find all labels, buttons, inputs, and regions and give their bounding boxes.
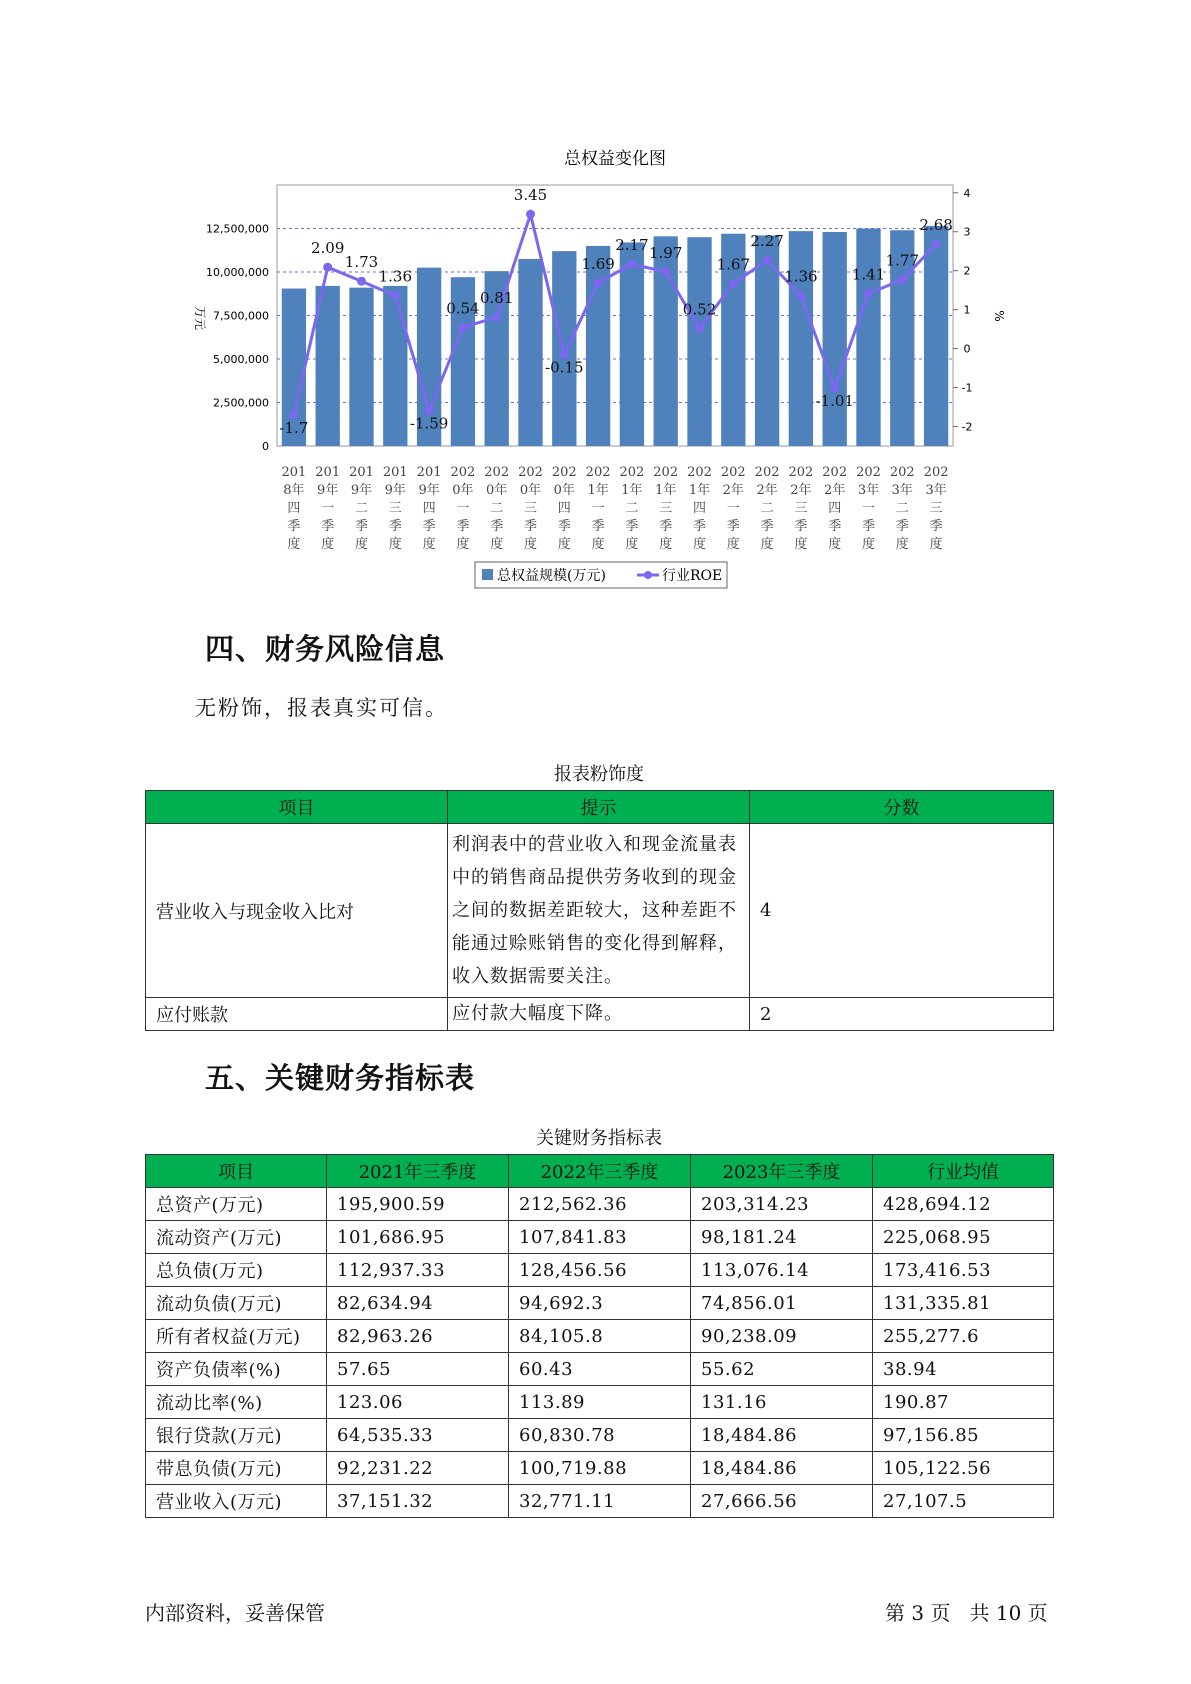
bar <box>383 286 407 446</box>
roe-point <box>796 291 805 300</box>
bar <box>856 229 880 447</box>
kpi-item: 资产负债率(%) <box>146 1353 327 1386</box>
risk-hint: 应付款大幅度下降。 <box>448 998 750 1031</box>
kpi-header-item: 项目 <box>146 1155 327 1188</box>
kpi-2022: 100,719.88 <box>509 1452 691 1485</box>
section5-title: 五、关键财务指标表 <box>205 1061 476 1095</box>
kpi-2021: 82,634.94 <box>327 1287 509 1320</box>
chart-title: 总权益变化图 <box>564 149 666 169</box>
bar <box>349 288 373 446</box>
kpi-2023: 55.62 <box>691 1353 873 1386</box>
risk-header-hint: 提示 <box>448 791 750 824</box>
bar <box>518 259 542 446</box>
x-tick-label: 201 8年四季度 <box>281 465 307 552</box>
x-tick-label: 201 9年四季度 <box>416 465 442 552</box>
kpi-2021: 123.06 <box>327 1386 509 1419</box>
roe-point <box>932 240 941 249</box>
table-row <box>146 1254 1054 1287</box>
roe-point <box>763 256 772 265</box>
table-row <box>146 1485 1054 1518</box>
risk-header-score: 分数 <box>750 791 1054 824</box>
x-tick-label: 202 3年二季度 <box>889 465 915 552</box>
equity-chart-svg <box>0 0 1191 600</box>
x-tick-label: 202 3年一季度 <box>856 465 881 552</box>
roe-point <box>458 323 467 332</box>
kpi-item: 流动负债(万元) <box>146 1287 327 1320</box>
roe-data-label: 2.17 <box>615 236 649 255</box>
x-tick-label: 202 1年四季度 <box>687 465 712 552</box>
kpi-item: 所有者权益(万元) <box>146 1320 327 1353</box>
kpi-2022: 60,830.78 <box>509 1419 691 1452</box>
right-tick-label: -2 <box>961 420 973 434</box>
kpi-2021: 64,535.33 <box>327 1419 509 1452</box>
table-row <box>146 1221 1054 1254</box>
kpi-item: 带息负债(万元) <box>146 1452 327 1485</box>
roe-data-label: 1.73 <box>344 253 379 272</box>
left-tick-label: 0 <box>262 440 269 453</box>
roe-point <box>898 275 907 284</box>
kpi-2023: 203,314.23 <box>691 1188 873 1221</box>
x-tick-label: 201 9年二季度 <box>349 465 374 552</box>
table-row <box>146 1419 1054 1452</box>
x-tick-label: 202 1年三季度 <box>653 465 679 552</box>
kpi-industry: 255,277.6 <box>873 1320 1054 1353</box>
section4-summary: 无粉饰，报表真实可信。 <box>195 696 448 720</box>
kpi-item: 流动资产(万元) <box>146 1221 327 1254</box>
kpi-header-2023: 2023年三季度 <box>691 1155 873 1188</box>
kpi-2023: 27,666.56 <box>691 1485 873 1518</box>
kpi-2021: 112,937.33 <box>327 1254 509 1287</box>
kpi-2022: 212,562.36 <box>509 1188 691 1221</box>
table-row <box>146 824 1054 998</box>
x-tick-label: 202 2年三季度 <box>788 465 814 552</box>
kpi-2022: 94,692.3 <box>509 1287 691 1320</box>
x-tick-label: 201 9年三季度 <box>382 465 408 552</box>
kpi-industry: 38.94 <box>873 1353 1054 1386</box>
x-tick-label: 202 0年一季度 <box>450 465 476 552</box>
x-tick-label: 202 2年二季度 <box>754 465 780 552</box>
table-row <box>146 1353 1054 1386</box>
kpi-industry: 190.87 <box>873 1386 1054 1419</box>
kpi-2021: 92,231.22 <box>327 1452 509 1485</box>
risk-table <box>145 790 1054 1031</box>
roe-data-label: 1.77 <box>885 251 920 270</box>
right-axis-label: % <box>992 310 1006 322</box>
kpi-2023: 113,076.14 <box>691 1254 873 1287</box>
roe-data-label: 0.52 <box>682 300 717 319</box>
right-tick-label: -1 <box>961 381 973 395</box>
roe-point <box>526 210 535 219</box>
kpi-2022: 84,105.8 <box>509 1320 691 1353</box>
left-tick-label: 2,500,000 <box>213 396 269 410</box>
risk-table-caption: 报表粉饰度 <box>554 764 644 785</box>
roe-data-label: 2.27 <box>750 232 784 251</box>
roe-data-label: 1.67 <box>716 255 751 274</box>
kpi-header-2022: 2022年三季度 <box>509 1155 691 1188</box>
kpi-2022: 107,841.83 <box>509 1221 691 1254</box>
roe-point <box>627 260 636 269</box>
roe-point <box>695 324 704 333</box>
x-tick-label: 202 1年一季度 <box>585 465 611 552</box>
kpi-item: 流动比率(%) <box>146 1386 327 1419</box>
x-tick-label: 202 2年一季度 <box>720 465 746 552</box>
kpi-industry: 173,416.53 <box>873 1254 1054 1287</box>
bar <box>620 242 644 446</box>
kpi-2023: 131.16 <box>691 1386 873 1419</box>
kpi-industry: 428,694.12 <box>873 1188 1054 1221</box>
kpi-2021: 57.65 <box>327 1353 509 1386</box>
roe-data-label: -1.59 <box>409 414 449 433</box>
x-tick-label: 201 9年一季度 <box>315 465 341 552</box>
risk-header-item: 项目 <box>146 791 448 824</box>
risk-score: 2 <box>750 998 1054 1031</box>
roe-data-label: 1.41 <box>851 265 886 284</box>
left-tick-label: 7,500,000 <box>213 309 269 323</box>
kpi-2022: 32,771.11 <box>509 1485 691 1518</box>
bar <box>789 231 813 446</box>
kpi-industry: 105,122.56 <box>873 1452 1054 1485</box>
roe-data-label: 0.81 <box>479 289 514 308</box>
kpi-item: 总资产(万元) <box>146 1188 327 1221</box>
kpi-2023: 74,856.01 <box>691 1287 873 1320</box>
kpi-2021: 82,963.26 <box>327 1320 509 1353</box>
x-tick-label: 202 0年三季度 <box>518 465 543 552</box>
legend-bar-label: 总权益规模(万元) <box>497 568 606 584</box>
bar <box>823 232 847 446</box>
x-tick-label: 202 3年三季度 <box>923 465 949 552</box>
bar <box>687 237 711 446</box>
roe-data-label: 1.69 <box>581 254 615 273</box>
kpi-industry: 97,156.85 <box>873 1419 1054 1452</box>
footer-note: 内部资料，妥善保管 <box>145 1601 325 1625</box>
roe-point <box>864 289 873 298</box>
roe-point <box>492 313 501 322</box>
kpi-item: 银行贷款(万元) <box>146 1419 327 1452</box>
left-axis-label: 万元 <box>193 305 207 331</box>
table-row <box>146 1386 1054 1419</box>
bar <box>586 246 610 446</box>
kpi-2023: 90,238.09 <box>691 1320 873 1353</box>
kpi-header-industry: 行业均值 <box>873 1155 1054 1188</box>
table-row <box>146 998 1054 1031</box>
kpi-2023: 98,181.24 <box>691 1221 873 1254</box>
kpi-industry: 27,107.5 <box>873 1485 1054 1518</box>
page-number: 第 3 页 共 10 页 <box>885 1601 1048 1625</box>
roe-point <box>391 291 400 300</box>
kpi-header-2021: 2021年三季度 <box>327 1155 509 1188</box>
table-row <box>146 1287 1054 1320</box>
kpi-2023: 18,484.86 <box>691 1452 873 1485</box>
roe-data-label: 2.68 <box>919 216 953 235</box>
kpi-2021: 37,151.32 <box>327 1485 509 1518</box>
roe-point <box>323 263 332 272</box>
risk-item: 营业收入与现金收入比对 <box>146 824 448 998</box>
right-tick-label: 0 <box>963 342 971 356</box>
table-row <box>146 1188 1054 1221</box>
left-tick-label: 10,000,000 <box>206 266 269 279</box>
roe-data-label: -1.7 <box>279 418 309 437</box>
kpi-table-header <box>146 1155 1054 1188</box>
roe-point <box>594 278 603 287</box>
left-tick-label: 5,000,000 <box>213 353 269 366</box>
kpi-item: 营业收入(万元) <box>146 1485 327 1518</box>
section4-title: 四、财务风险信息 <box>205 632 446 666</box>
x-tick-label: 202 0年二季度 <box>484 465 510 552</box>
kpi-2022: 113.89 <box>509 1386 691 1419</box>
roe-point <box>661 267 670 276</box>
roe-data-label: 3.45 <box>513 186 548 205</box>
left-tick-label: 12,500,000 <box>206 222 269 236</box>
risk-score: 4 <box>750 824 1054 998</box>
right-tick-label: 4 <box>963 186 971 200</box>
equity-chart <box>0 0 1191 600</box>
kpi-industry: 225,068.95 <box>873 1221 1054 1254</box>
roe-point <box>357 277 366 286</box>
x-tick-label: 202 1年二季度 <box>619 465 645 552</box>
right-tick-label: 2 <box>963 264 971 278</box>
table-row <box>146 1452 1054 1485</box>
roe-data-label: 1.97 <box>648 243 683 262</box>
right-tick-label: 3 <box>963 225 971 239</box>
table-row <box>146 1320 1054 1353</box>
kpi-table <box>145 1154 1054 1518</box>
kpi-table-caption: 关键财务指标表 <box>536 1128 662 1149</box>
roe-data-label: -1.01 <box>815 391 854 410</box>
kpi-2022: 128,456.56 <box>509 1254 691 1287</box>
x-axis-labels <box>281 465 948 552</box>
kpi-2021: 101,686.95 <box>327 1221 509 1254</box>
roe-data-label: 1.36 <box>378 267 413 286</box>
kpi-industry: 131,335.81 <box>873 1287 1054 1320</box>
bar <box>924 226 948 446</box>
legend-bar-swatch <box>482 569 493 580</box>
legend-line-label: 行业ROE <box>662 568 723 584</box>
roe-data-label: 1.36 <box>784 267 818 286</box>
roe-data-label: 2.09 <box>310 239 345 258</box>
risk-hint: 利润表中的营业收入和现金流量表中的销售商品提供劳务收到的现金之间的数据差距较大，这种差距不能通过赊账销售的变化得到解释，收入数据需要关注。 <box>448 824 750 998</box>
kpi-item: 总负债(万元) <box>146 1254 327 1287</box>
risk-item: 应付账款 <box>146 998 448 1031</box>
roe-data-label: -0.15 <box>545 358 584 377</box>
right-tick-label: 1 <box>963 303 971 317</box>
risk-table-header <box>146 791 1054 824</box>
roe-point <box>729 279 738 288</box>
roe-data-label: 0.54 <box>446 299 480 318</box>
legend-line-dot <box>644 571 652 579</box>
kpi-2023: 18,484.86 <box>691 1419 873 1452</box>
kpi-2022: 60.43 <box>509 1353 691 1386</box>
x-tick-label: 202 0年四季度 <box>551 465 577 552</box>
x-tick-label: 202 2年四季度 <box>822 465 848 552</box>
kpi-2021: 195,900.59 <box>327 1188 509 1221</box>
